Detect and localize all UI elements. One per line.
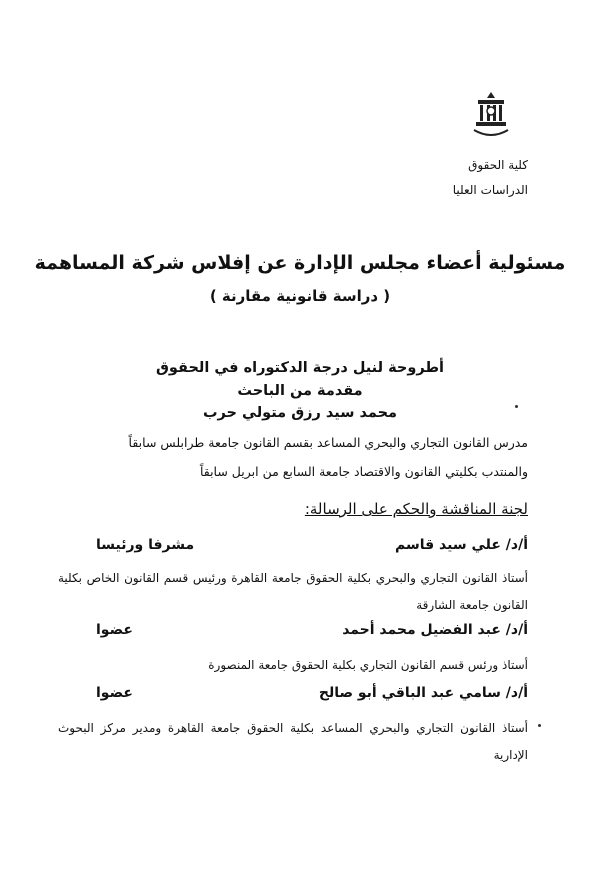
department-name: الدراسات العليا — [452, 183, 528, 197]
author-position-2: والمنتدب بكليتي القانون والاقتصاد جامعة السابع من ابريل سابقاً — [199, 464, 528, 479]
member-desc-2: أستاذ ورئس قسم القانون التجاري بكلية الحقوق جامعة المنصورة — [208, 658, 528, 672]
member-role-1: مشرفا ورئيسا — [96, 537, 195, 553]
member-name-1: أ/د/ علي سيد قاسم — [394, 537, 528, 553]
member-name-2: أ/د/ عبد الفضيل محمد أحمد — [342, 622, 528, 638]
scan-speck — [538, 724, 541, 727]
faculty-name: كلية الحقوق — [468, 158, 528, 172]
author-position-1: مدرس القانون التجاري والبحري المساعد بقسم القانون جامعة طرابلس سابقاً — [128, 435, 528, 450]
member-desc-3: أستاذ القانون التجاري والبحري المساعد بكلية الحقوق جامعة القاهرة ومدير مركز البحوث الإدارية — [58, 721, 528, 762]
member-desc-1: أستاذ القانون التجاري والبحري بكلية الحقوق جامعة القاهرة ورئيس قسم القانون الخاص بكلية القانون جامعة الشارقة — [58, 571, 528, 612]
thesis-title: مسئولية أعضاء مجلس الإدارة عن إفلاس شركة المساهمة — [34, 252, 566, 274]
degree-line: أطروحة لنيل درجة الدكتوراه في الحقوق — [155, 360, 445, 376]
scan-speck — [515, 405, 518, 408]
member-role-3: عضوا — [96, 685, 133, 701]
committee-heading: لجنة المناقشة والحكم على الرسالة: — [304, 500, 528, 518]
member-role-2: عضوا — [96, 622, 133, 638]
presented-by-line: مقدمة من الباحث — [237, 383, 363, 399]
author-name: محمد سيد رزق متولي حرب — [202, 405, 398, 421]
thesis-subtitle: ( دراسة قانونية مقارنة ) — [209, 287, 391, 305]
university-seal-icon — [466, 86, 516, 142]
member-name-3: أ/د/ سامي عبد الباقي أبو صالح — [318, 685, 528, 701]
